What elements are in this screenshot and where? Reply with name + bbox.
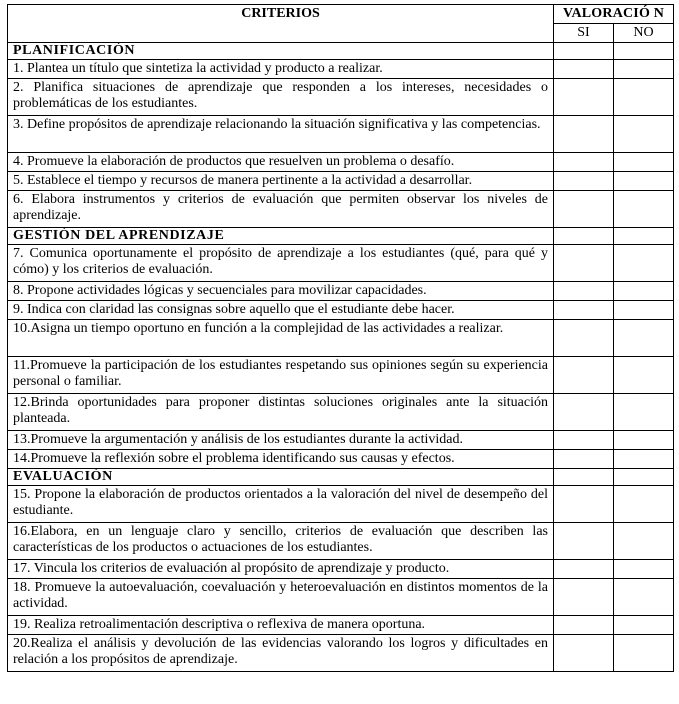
criterion-row [8,245,674,282]
section-yes-cell [554,228,614,245]
section-row [8,43,674,60]
criterion-text: 14.Promueve la reflexión sobre el problema identificando sus causas y efectos. [8,450,554,469]
section-title: GESTIÓN DEL APRENDIZAJE [8,228,554,245]
no-cell[interactable] [614,60,674,79]
criterion-text: 10.Asigna un tiempo oportuno en función a la complejidad de las actividades a realizar. [8,320,554,357]
yes-cell[interactable] [554,357,614,394]
no-cell[interactable] [614,153,674,172]
no-cell[interactable] [614,394,674,431]
criterion-text: 11.Promueve la participación de los estudiantes respetando sus opiniones según su experiencia personal o familiar. [8,357,554,394]
criterion-text: 1. Plantea un título que sintetiza la actividad y producto a realizar. [8,60,554,79]
no-cell[interactable] [614,172,674,191]
criterion-row [8,191,674,228]
criterion-text: 5. Establece el tiempo y recursos de manera pertinente a la actividad a desarrollar. [8,172,554,191]
criterion-row [8,431,674,450]
criterion-row [8,282,674,301]
criterion-text: 19. Realiza retroalimentación descriptiva o reflexiva de manera oportuna. [8,616,554,635]
no-cell[interactable] [614,191,674,228]
yes-cell[interactable] [554,394,614,431]
criterion-row [8,116,674,153]
yes-cell[interactable] [554,172,614,191]
yes-cell[interactable] [554,579,614,616]
section-row [8,228,674,245]
criterion-row [8,301,674,320]
no-cell[interactable] [614,560,674,579]
section-yes-cell [554,469,614,486]
criterion-text: 16.Elabora, en un lenguaje claro y sencillo, criterios de evaluación que describen las características de los productos o actuaciones de los estudiantes. [8,523,554,560]
no-cell[interactable] [614,301,674,320]
criterion-row [8,320,674,357]
section-row [8,469,674,486]
criterion-text: 15. Propone la elaboración de productos orientados a la valoración del nivel de desempeño del estudiante. [8,486,554,523]
criterion-text: 20.Realiza el análisis y devolución de las evidencias valorando los logros y dificultades en relación a los propósitos de aprendizaje. [8,635,554,672]
yes-cell[interactable] [554,79,614,116]
yes-cell[interactable] [554,282,614,301]
criterion-row [8,79,674,116]
yes-cell[interactable] [554,153,614,172]
criterion-row [8,579,674,616]
no-cell[interactable] [614,431,674,450]
criterion-text: 8. Propone actividades lógicas y secuenciales para movilizar capacidades. [8,282,554,301]
criterion-row [8,635,674,672]
no-cell[interactable] [614,616,674,635]
yes-cell[interactable] [554,635,614,672]
criterion-row [8,153,674,172]
criterion-text: 2. Planifica situaciones de aprendizaje que responden a los intereses, necesidades o problemáticas de los estudiantes. [8,79,554,116]
criterion-row [8,450,674,469]
criterion-text: 12.Brinda oportunidades para proponer distintas soluciones originales ante la situación planteada. [8,394,554,431]
no-cell[interactable] [614,579,674,616]
criterion-row [8,60,674,79]
criterion-row [8,560,674,579]
no-cell[interactable] [614,79,674,116]
criterion-text: 3. Define propósitos de aprendizaje relacionando la situación significativa y las competencias. [8,116,554,153]
criterion-text: 7. Comunica oportunamente el propósito de aprendizaje a los estudiantes (qué, para qué y cómo) y los criterios de evaluación. [8,245,554,282]
section-no-cell [614,228,674,245]
no-cell[interactable] [614,116,674,153]
section-no-cell [614,43,674,60]
no-cell[interactable] [614,320,674,357]
yes-cell[interactable] [554,560,614,579]
yes-cell[interactable] [554,245,614,282]
yes-cell[interactable] [554,523,614,560]
criteria-header: CRITERIOS [8,5,554,43]
yes-cell[interactable] [554,60,614,79]
valuation-header: VALORACIÓ N [554,5,674,24]
no-cell[interactable] [614,450,674,469]
table-body [8,5,674,672]
section-yes-cell [554,43,614,60]
criterion-row [8,172,674,191]
yes-header: SI [554,24,614,43]
yes-cell[interactable] [554,301,614,320]
no-cell[interactable] [614,245,674,282]
header-row [8,5,674,24]
yes-cell[interactable] [554,486,614,523]
yes-cell[interactable] [554,116,614,153]
criterion-text: 4. Promueve la elaboración de productos que resuelven un problema o desafío. [8,153,554,172]
no-cell[interactable] [614,282,674,301]
yes-cell[interactable] [554,191,614,228]
yes-cell[interactable] [554,450,614,469]
yes-cell[interactable] [554,320,614,357]
criterion-row [8,394,674,431]
section-title: EVALUACIÓN [8,469,554,486]
no-cell[interactable] [614,357,674,394]
no-header: NO [614,24,674,43]
criterion-text: 13.Promueve la argumentación y análisis de los estudiantes durante la actividad. [8,431,554,450]
no-cell[interactable] [614,523,674,560]
criterion-row [8,486,674,523]
evaluation-criteria-table [7,4,674,672]
yes-cell[interactable] [554,431,614,450]
criterion-text: 17. Vincula los criterios de evaluación al propósito de aprendizaje y producto. [8,560,554,579]
section-title: PLANIFICACIÓN [8,43,554,60]
criterion-text: 18. Promueve la autoevaluación, coevaluación y heteroevaluación en distintos momentos de la actividad. [8,579,554,616]
criterion-row [8,523,674,560]
section-no-cell [614,469,674,486]
criterion-row [8,357,674,394]
yes-cell[interactable] [554,616,614,635]
criterion-text: 6. Elabora instrumentos y criterios de evaluación que permiten observar los niveles de aprendizaje. [8,191,554,228]
no-cell[interactable] [614,486,674,523]
no-cell[interactable] [614,635,674,672]
criterion-text: 9. Indica con claridad las consignas sobre aquello que el estudiante debe hacer. [8,301,554,320]
criterion-row [8,616,674,635]
